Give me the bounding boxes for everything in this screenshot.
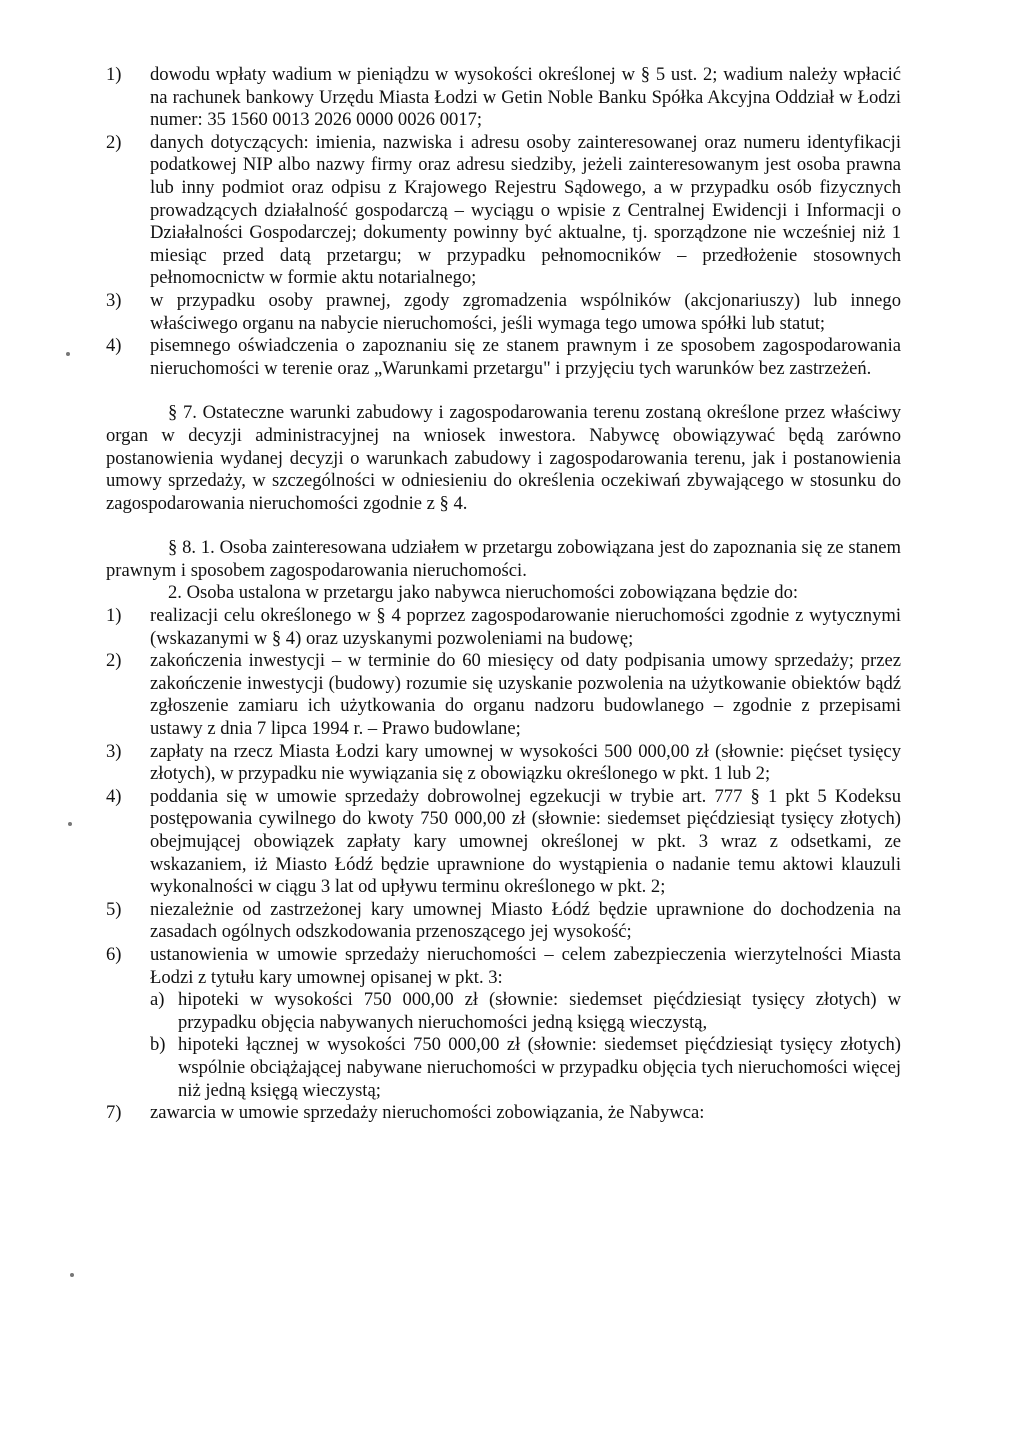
list-requirements — [106, 64, 901, 380]
item-text: w przypadku osoby prawnej, zgody zgromadzenia wspólników (akcjonariuszy) lub innego właściwego organu na nabycie nieruchomości, jeśli wymaga tego umowa spółki lub statut; — [150, 289, 901, 334]
list-item — [106, 1102, 901, 1125]
list-item — [106, 944, 901, 1102]
subitem-letter: b) — [150, 1034, 166, 1056]
list-item — [106, 64, 901, 132]
item-number: 4) — [106, 785, 122, 807]
scan-dot — [68, 822, 72, 826]
subitem-text: hipoteki łącznej w wysokości 750 000,00 zł (słownie: siedemset pięćdziesiąt tysięcy złotych) wspólnie obciążającej nabywane nieruchomości w przypadku objęcia tych nieruchomości więcej niż jedną księgą wieczystą; — [178, 1034, 901, 1101]
scan-dot — [70, 1273, 74, 1277]
sublist-item — [150, 1034, 901, 1102]
item-number: 1) — [106, 605, 122, 627]
list-item — [106, 605, 901, 650]
item-text: realizacji celu określonego w § 4 poprzez zagospodarowanie nieruchomości zgodnie z wytycznymi (wskazanymi w § 4) oraz uzyskanymi pozwoleniami na budowę; — [150, 605, 901, 649]
item-number: 3) — [106, 740, 122, 762]
item-text: niezależnie od zastrzeżonej kary umownej Miasto Łódź będzie uprawnione do dochodzenia na zasadach ogólnych odszkodowania przenoszącego jej wysokość; — [150, 898, 901, 943]
item-number: 2) — [106, 131, 122, 153]
item-text: poddania się w umowie sprzedaży dobrowolnej egzekucji w trybie art. 777 § 1 pkt 5 Kodeksu postępowania cywilnego do kwoty 750 000,00 zł (słownie: siedemset pięćdziesiąt tysięcy złotych) obejmującej obowiązek zapłaty kary umownej określonej w pkt. 3 wraz z odsetkami, ze wskazaniem, iż Miasto Łódź będzie uprawnione do wystąpienia o nadanie temu aktowi klauzuli wykonalności w ciągu 3 lat od upływu terminu określonego w pkt. 2; — [150, 785, 901, 898]
item-number: 4) — [106, 335, 122, 357]
section-8-2-paragraph: 2. Osoba ustalona w przetargu jako nabywca nieruchomości zobowiązana będzie do: — [168, 582, 799, 604]
list-item — [106, 335, 901, 380]
item-number: 3) — [106, 289, 122, 311]
item-text: danych dotyczących: imienia, nazwiska i adresu osoby zainteresowanej oraz numeru identyfikacji podatkowej NIP albo nazwy firmy oraz adresu siedziby, jeżeli zainteresowanym jest osoba prawna lub inny podmiot oraz odpisu z Krajowego Rejestru Sądowego, a w przypadku osób fizycznych prowadzących działalność gospodarczą – wyciągu o wpisie z Centralnej Ewidencji i Informacji o Działalności Gospodarczej; dokumenty powinny być aktualne, tj. sporządzone nie wcześniej niż 1 miesiąc przed datą przetargu; w przypadku pełnomocników – przedłożenie stosownych pełnomocnictw w formie aktu notarialnego; — [150, 131, 901, 289]
list-item — [106, 650, 901, 740]
item-text: zapłaty na rzecz Miasta Łodzi kary umownej w wysokości 500 000,00 zł (słownie: pięćset tysięcy złotych), w przypadku nie wywiązania się z obowiązku określonego w pkt. 1 lub 2; — [150, 740, 901, 785]
document-page — [106, 64, 901, 1125]
list-item — [106, 786, 901, 899]
list-item — [106, 741, 901, 786]
item-number: 6) — [106, 943, 122, 965]
sublist-item — [150, 989, 901, 1034]
item-number: 7) — [106, 1102, 122, 1124]
item-text: zawarcia w umowie sprzedaży nieruchomości zobowiązania, że Nabywca: — [150, 1102, 705, 1124]
item-text: dowodu wpłaty wadium w pieniądzu w wysokości określonej w § 5 ust. 2; wadium należy wpłacić na rachunek bankowy Urzędu Miasta Łodzi w Getin Noble Banku Spółka Akcyjna Oddział w Łodzi numer: 35 1560 0013 2026 0000 0026 0017; — [150, 64, 901, 131]
item-text: zakończenia inwestycji – w terminie do 60 miesięcy od daty podpisania umowy sprzedaży; przez zakończenie inwestycji (budowy) rozumie się uzyskanie pozwolenia na użytkowanie obiektów bądź zgłoszenie zamiaru ich użytkowania do organu nadzoru budowlanego – zgodnie z przepisami ustawy z dnia 7 lipca 1994 r. – Prawo budowlane; — [150, 650, 901, 740]
scan-dot — [66, 352, 70, 356]
item-text: pisemnego oświadczenia o zapoznaniu się ze stanem prawnym i ze sposobem zagospodarowania nieruchomości w terenie oraz „Warunkami przetargu" i przyjęciu tych warunków bez zastrzeżeń. — [150, 335, 901, 379]
item-number: 5) — [106, 898, 122, 920]
subitem-letter: a) — [150, 989, 165, 1011]
subitem-text: hipoteki w wysokości 750 000,00 zł (słownie: siedemset pięćdziesiąt tysięcy złotych) w przypadku objęcia nabywanych nieruchomości jedną księgą wieczystą, — [178, 989, 901, 1033]
list-item — [106, 290, 901, 335]
list-buyer-obligations — [106, 605, 901, 1125]
item-number: 2) — [106, 650, 122, 672]
section-7-paragraph: § 7. Ostateczne warunki zabudowy i zagospodarowania terenu zostaną określone przez właściwy organ w decyzji administracyjnej na wniosek inwestora. Nabywcę obowiązywać będą zarówno postanowienia wydanej decyzji o warunkach zabudowy i zagospodarowania terenu, jak i postanowienia umowy sprzedaży, w szczególności w odniesieniu do określenia oczekiwań zbywającego w stosunku do zagospodarowania nieruchomości zgodnie z § 4. — [106, 402, 901, 514]
list-item — [106, 899, 901, 944]
section-8-1-paragraph: § 8. 1. Osoba zainteresowana udziałem w przetargu zobowiązana jest do zapoznania się ze stanem prawnym i sposobem zagospodarowania nieruchomości. — [106, 537, 901, 581]
list-item — [106, 132, 901, 290]
sublist-mortgages — [150, 989, 901, 1102]
item-text: ustanowienia w umowie sprzedaży nieruchomości – celem zabezpieczenia wierzytelności Miasta Łodzi z tytułu kary umownej opisanej w pkt. 3: — [150, 943, 901, 988]
item-number: 1) — [106, 64, 122, 85]
